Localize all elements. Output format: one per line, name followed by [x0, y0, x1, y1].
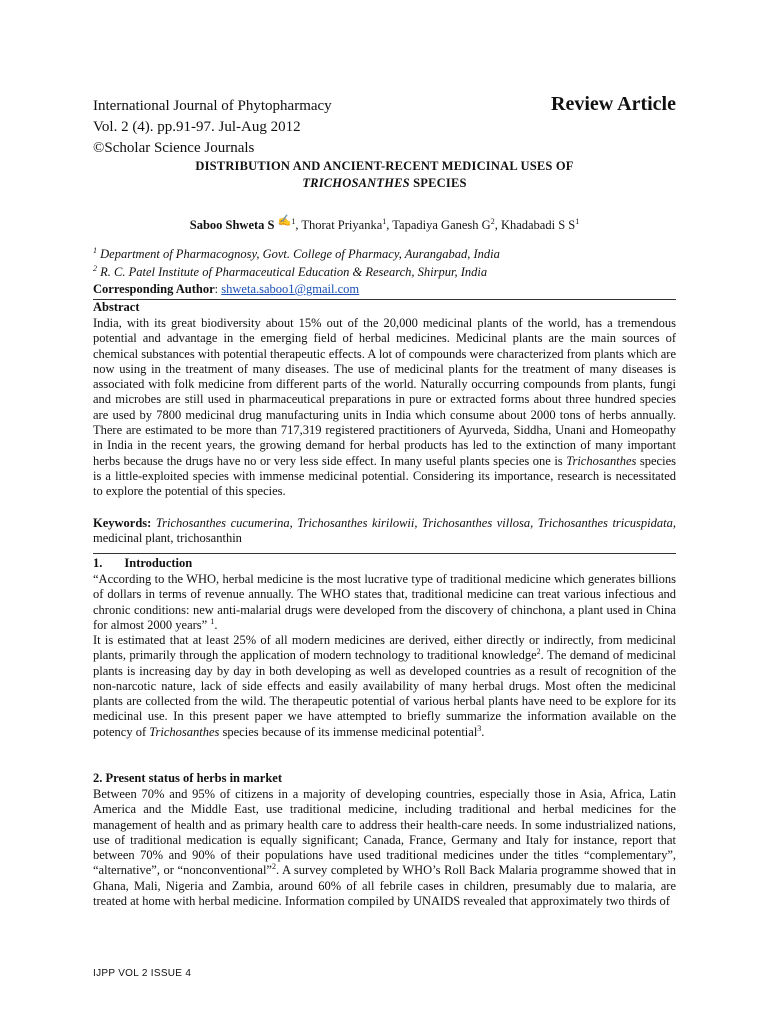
email-link[interactable]: shweta.saboo1@gmail.com	[221, 282, 360, 296]
intro-italic: Trichosanthes	[149, 724, 220, 739]
affiliation-text: R. C. Patel Institute of Pharmaceutical Education & Research, Shirpur, India	[100, 265, 488, 279]
affiliation-2	[93, 264, 676, 281]
intro-heading-num: 1.	[93, 556, 103, 570]
corresponding-label: Corresponding Author	[93, 282, 215, 296]
intro-quote-text: “According to the WHO, herbal medicine is the most lucrative type of traditional medicine which generates billions of dollars in terms of revenue annually. The WHO states that, traditional medicine can treat various infectious and chronic conditions: new anti-malarial drugs were developed from the discovery of chinchona, a plant used in China for almost 2000 years”	[93, 572, 676, 632]
intro-sup: 3	[477, 723, 482, 733]
author-list: Saboo Shweta S ✍$^1$, Thorat Priyanka$^1$, Tapadiya Ganesh $G^2$, Khadabadi S $S^1$	[189, 215, 580, 233]
section2-sup: 2	[271, 862, 276, 872]
intro-heading	[93, 556, 192, 571]
title-species: SPECIES	[409, 176, 467, 190]
author-sup: 2	[490, 217, 495, 226]
affiliation-sup: 2	[93, 263, 97, 273]
author: Tapadiya Ganesh G	[392, 218, 491, 233]
article-title	[93, 158, 676, 192]
author-first: Saboo Shweta S	[189, 218, 275, 233]
abstract-italic: Trichosanthes	[566, 453, 637, 468]
journal-issue: Vol. 2 (4). pp.91-97. Jul-Aug 2012	[93, 119, 301, 135]
intro-paragraph	[93, 633, 676, 740]
article-type: Review Article	[551, 93, 676, 115]
corresponding-author	[93, 282, 359, 297]
keywords	[93, 516, 676, 547]
title-line-1: DISTRIBUTION AND ANCIENT-RECENT MEDICINAL USES OF	[195, 159, 574, 173]
corresponding-separator: :	[214, 282, 222, 296]
intro-heading-text: Introduction	[124, 556, 193, 570]
intro-text: species because of its immense medicinal potential	[219, 724, 478, 739]
keywords-label: Keywords:	[93, 516, 152, 530]
keywords-rest: medicinal plant, trichosanthin	[93, 531, 242, 546]
intro-text: It is estimated that at least 25% of all modern medicines are derived, either directly or indirectly, from medicinal plants, primarily through the application of modern technology to traditional knowledge	[93, 633, 676, 663]
abstract-body	[93, 316, 676, 500]
section2-heading: 2. Present status of herbs in market	[93, 771, 282, 785]
author-first-sup: 1	[291, 217, 296, 226]
affiliation-text: Department of Pharmacognosy, Govt. College of Pharmacy, Aurangabad, India	[100, 247, 500, 261]
pen-icon: ✍	[277, 215, 292, 227]
affiliation-1	[93, 246, 676, 263]
keywords-italic: Trichosanthes cucumerina, Trichosanthes kirilowii, Trichosanthes villosa, Trichosanthes tricuspidata,	[151, 516, 676, 530]
author: Khadabadi S S	[500, 218, 576, 233]
journal-header	[93, 93, 676, 159]
abstract-text: India, with its great biodiversity about 15% out of the 20,000 medicinal plants of the world, has a tremendous potential and advantage in the emerging field of herbal medicines. Medicinal plants are the main sources of chemical substances with potential therapeutic effects. A lot of compounds were characterized from plants which are now using in the treatment of many diseases. The use of medicinal plants for the treatment of many diseases is associated with folk medicine from different parts of the world. Naturally occurring compounds from plants, fungi and microbes are still used in pharmaceutical preparations in pure or extracted forms about three hundred species are used by 7800 medicinal drug manufacturing units in India which consume about 2000 tons of herbs annually. There are estimated to be more than 717,319 registered practitioners of Ayurveda, Siddha, Unani and Homeopathy in India in the recent years, the growing demand for herbal products has led to the extinction of many important herbs because the drugs have no or very less side effect. In many useful plants species one is	[93, 316, 676, 468]
intro-text: .	[481, 724, 485, 739]
author: Thorat Priyanka	[301, 218, 383, 233]
intro-quote: “According to the WHO, herbal medicine is the most lucrative type of traditional medicine which generates billions of dollars in terms of revenue annually. The WHO states that, traditional medicine can treat various infectious and chronic conditions: new anti-malarial drugs were developed from the discovery of chinchona, a plant used in China for almost 2000 years” $^1$.	[93, 572, 676, 632]
abstract-heading: Abstract	[93, 300, 140, 314]
journal-publisher: ©Scholar Science Journals	[93, 140, 255, 156]
affiliation-sup: 1	[93, 245, 97, 255]
journal-name: International Journal of Phytopharmacy	[93, 98, 332, 114]
author-sup: 1	[382, 217, 387, 226]
title-line-2	[93, 175, 676, 192]
author-sup: 1	[575, 217, 580, 226]
divider	[93, 299, 676, 300]
section2-text: Between 70% and 95% of citizens in a majority of developing countries, especially those in Asia, Africa, Latin America and the Middle East, use traditional medicine, including traditional and herbal medicines for the management of health and as primary health care to address their health-care needs. In some industrialized nations, use of traditional medication is equally significant; Canada, France, Germany and Italy for instance, report that between 70% and 90% of their populations have used traditional medicines under the titles “complementary”, “alternative”, or “nonconventional”	[93, 787, 676, 878]
divider	[93, 553, 676, 554]
title-genus: TRICHOSANTHES	[302, 176, 410, 190]
page-footer: IJPP VOL 2 ISSUE 4	[93, 968, 192, 979]
intro-quote-sup: 1	[210, 616, 215, 626]
intro-sup: 2	[536, 647, 541, 657]
intro-text: . The demand of medicinal plants is increasing day by day in both developing as well as developed countries as a result of recognition of the non-narcotic nature, lack of side effects and easily availability of many herbal drugs. Most often the medicinal plants are collected from the wild. The therapeutic potential of various herbal plants have need to be explore for its medicinal use. In this present paper we have attempted to briefly summarize the information available on the potency of	[93, 648, 676, 739]
section2-text-end: . A survey completed by WHO’s Roll Back Malaria programme showed that in Ghana, Mali, Nigeria and Zambia, around 60% of all febrile cases in children, presumably due to malaria, are treated at home with herbal medicine. Information compiled by UNAIDS revealed that approximately two thirds of	[93, 863, 676, 909]
section2-paragraph	[93, 787, 676, 909]
abstract-text-end: species is a little-exploited species with immense medicinal potential. Considering its importance, research is necessitated to explore the potential of this species.	[93, 453, 676, 499]
